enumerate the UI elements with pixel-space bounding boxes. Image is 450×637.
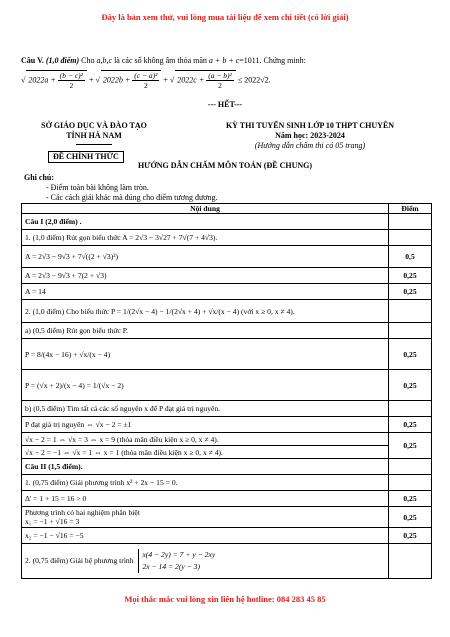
row-score: 0,25 (389, 433, 432, 459)
table-row: Δ' = 1 + 15 = 16 > 0 (22, 491, 389, 507)
guide-title: HƯỚNG DẪN CHẤM MÔN TOÁN (ĐỀ CHUNG) (137, 161, 313, 170)
system-eq1: x(4 − 2y) = 7 + y − 2xy (142, 550, 216, 559)
row-score (389, 475, 432, 491)
table-row: 1. (1,0 điểm) Rút gọn biểu thức A = 2√3 − 3√27 + 7√(7 + 4√3). (22, 230, 389, 246)
row-score: 0,25 (389, 370, 432, 401)
row-score: 0,25 (389, 268, 432, 284)
table-row (22, 507, 389, 528)
problem-vars: a,b,c (96, 56, 113, 65)
official-stamp: ĐỀ CHÍNH THỨC (48, 151, 124, 163)
ineq-term2: 2022b + (102, 75, 131, 85)
table-row: b) (0,5 điểm) Tìm tất cả các số nguyên x để P đạt giá trị nguyên. (22, 401, 389, 417)
dept-line1: SỞ GIÁO DỤC VÀ ĐÀO TẠO (41, 121, 147, 130)
ineq-den1: 2 (69, 81, 74, 90)
table-row: √x − 2 = −1 ⇔ √x = 1 ⇔ x = 1 (thỏa mãn điều kiện x ≥ 0, x ≠ 4). (22, 446, 389, 459)
row-score (389, 323, 432, 339)
inequality: √ 2022a + $\frac{\text{(b − c)²}}{2}$ + √ 2022b + $\frac{\text{(c − a)²}}{2}$ + √ 2022c + $\frac{\text{(a − b)²}}{2}$ ≤ 2022√2. (21, 71, 271, 90)
end-marker: --- HẾT--- (207, 100, 243, 109)
ineq-term3: 2022c + (177, 75, 205, 85)
row-score: 0,25 (389, 339, 432, 370)
table-row: Câu I (2,0 điểm) . (22, 214, 389, 230)
bottom-banner: Mọi thắc mắc vui lòng xin liên hệ hotline: 084 283 45 85 (124, 594, 326, 604)
ineq-frac2: (c − a)² (134, 71, 158, 80)
problem-text-b: là các số không âm thỏa mãn (114, 56, 207, 65)
ineq-rhs: ≤ 2022√2. (237, 75, 271, 85)
top-banner: Đây là bản xem thử, vui lòng mua tài liệu để xem chi tiết (có lời giải) (101, 12, 349, 22)
table-row: A = 2√3 − 9√3 + 7√((2 + √3)²) (22, 246, 389, 268)
system-eq2: 2x − 14 = 2(y − 3) (142, 562, 200, 571)
exam-title (185, 121, 435, 151)
ineq-frac3: (a − b)² (208, 71, 232, 80)
row-text: 2. (0,75 điểm) Giải hệ phương trình (25, 555, 134, 565)
row-score: 0,25 (389, 284, 432, 300)
table-row: a) (0,5 điểm) Rút gọn biểu thức P. (22, 323, 389, 339)
table-row: √x − 2 = 1 ⇔ √x = 3 ⇔ x = 9 (thỏa mãn điều kiện x ≥ 0, x ≠ 4). (22, 433, 389, 446)
table-row: A = 14 (22, 284, 389, 300)
row-score (389, 214, 432, 230)
exam-line2: Năm học: 2023-2024 (275, 131, 345, 140)
row-score: 0,25 (389, 491, 432, 507)
row-score (389, 300, 432, 323)
row-text: Phương trình có hai nghiệm phân biệt (25, 508, 140, 517)
dept-name (24, 121, 164, 141)
problem-statement (21, 56, 441, 66)
equation-system (138, 549, 215, 573)
row-score (389, 544, 432, 579)
problem-cond-value: =1011. Chứng minh: (239, 56, 306, 65)
row-text: x₁ = −1 + √16 = 3 (25, 517, 80, 526)
ineq-den3: 2 (218, 81, 222, 90)
row-score (389, 230, 432, 246)
exam-line1: KỲ THI TUYỂN SINH LỚP 10 THPT CHUYÊN (225, 121, 395, 130)
problem-label: Câu V. (21, 56, 44, 65)
note-1: - Điểm toàn bài không làm tròn. (46, 183, 149, 192)
table-row (22, 544, 389, 579)
col-content-header: Nội dung (22, 204, 389, 214)
table-row: P = 8/(4x − 16) + √x/(x − 4) (22, 339, 389, 370)
exam-line3: (Hướng dẫn chấm thi có 05 trang) (254, 141, 366, 150)
row-score (389, 459, 432, 475)
row-score (389, 401, 432, 417)
grading-table (21, 203, 432, 579)
dept-underline (76, 144, 112, 145)
ineq-frac1: (b − c)² (59, 71, 83, 80)
table-row: P = (√x + 2)/(x − 4) = 1/(√x − 2) (22, 370, 389, 401)
ineq-den2: 2 (143, 81, 148, 90)
problem-points: (1,0 điểm) (45, 56, 80, 65)
row-score: 0,5 (389, 246, 432, 268)
table-row: x₂ = −1 − √16 = −5 (22, 528, 389, 544)
table-row: 2. (1,0 điểm) Cho biểu thức P = 1/(2√x − 4) − 1/(2√x + 4) + √x/(x − 4) (với x ≥ 0, x ≠ 4). (22, 300, 389, 323)
row-score: 0,25 (389, 528, 432, 544)
notes (24, 173, 218, 203)
col-score-header: Điểm (389, 204, 432, 214)
problem-text-a: Cho (81, 56, 95, 65)
dept-line2: TỈNH HÀ NAM (66, 131, 122, 140)
ineq-term1: 2022a + (28, 75, 56, 85)
notes-label: Ghi chú: (24, 173, 55, 182)
problem-condition: a + b + c (208, 56, 240, 65)
row-score: 0,25 (389, 507, 432, 528)
table-row: Câu II (1,5 điểm). (22, 459, 389, 475)
table-row: A = 2√3 − 9√3 + 7(2 + √3) (22, 268, 389, 284)
note-2: - Các cách giải khác mà đúng cho điểm tương đương. (46, 193, 218, 202)
row-score: 0,25 (389, 417, 432, 433)
table-row: P đạt giá trị nguyên ⇔ √x − 2 = ±1 (22, 417, 389, 433)
table-row: 1. (0,75 điểm) Giải phương trình x² + 2x − 15 = 0. (22, 475, 389, 491)
